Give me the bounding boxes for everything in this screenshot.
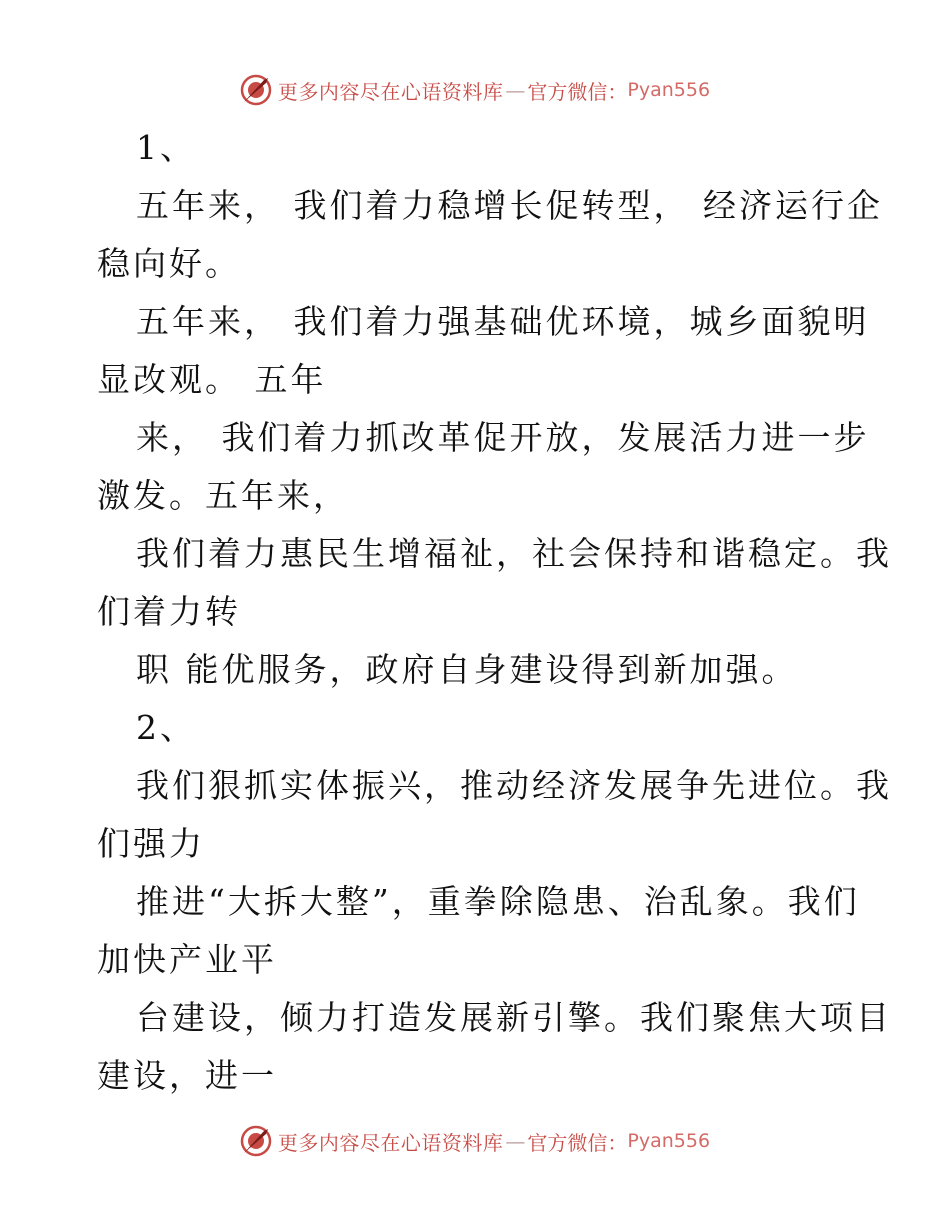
text-line: 五年来， 我们着力强基础优环境，城乡面貌明 [136,302,870,341]
text-line: 加快产业平 [97,940,277,979]
watermark-dash: — [505,1129,526,1153]
footer-watermark [0,1121,950,1161]
text-line: 们强力 [97,824,205,863]
text-line: 建设，进一 [97,1056,277,1095]
text-line: 激发。五年来， [97,476,349,515]
text-line: 显改观。 五年 [97,360,327,399]
watermark-dash: — [505,78,526,102]
watermark-site-name: 更多内容尽在心语资料库 [277,79,504,104]
text-line: 来， 我们着力抓改革促开放，发展活力进一步 [136,418,870,457]
text-line: 我们着力惠民生增福祉，社会保持和谐稳定。我 [136,534,892,573]
quill-logo-icon [240,1125,272,1157]
text-line: 台建设，倾力打造发展新引擎。我们聚焦大项目 [136,998,892,1037]
watermark-site-name: 更多内容尽在心语资料库 [277,1130,504,1155]
watermark-contact-id: Pyan556 [627,1130,711,1152]
watermark-contact-id: Pyan556 [627,79,711,101]
text-line: 们着力转 [97,592,241,631]
watermark-contact-label: 官方微信： [527,79,628,104]
text-line: 五年来， 我们着力稳增长促转型， 经济运行企 [136,186,883,225]
text-line: 1、 [136,128,196,167]
text-line: 职 能优服务，政府自身建设得到新加强。 [136,650,798,689]
watermark-contact-label: 官方微信： [527,1130,628,1155]
text-line: 稳向好。 [97,244,241,283]
text-line: 推进“大拆大整”，重拳除隐患、治乱象。我们 [136,882,860,921]
text-line: 我们狠抓实体振兴，推动经济发展争先进位。我 [136,766,892,805]
text-line: 2、 [136,708,196,747]
